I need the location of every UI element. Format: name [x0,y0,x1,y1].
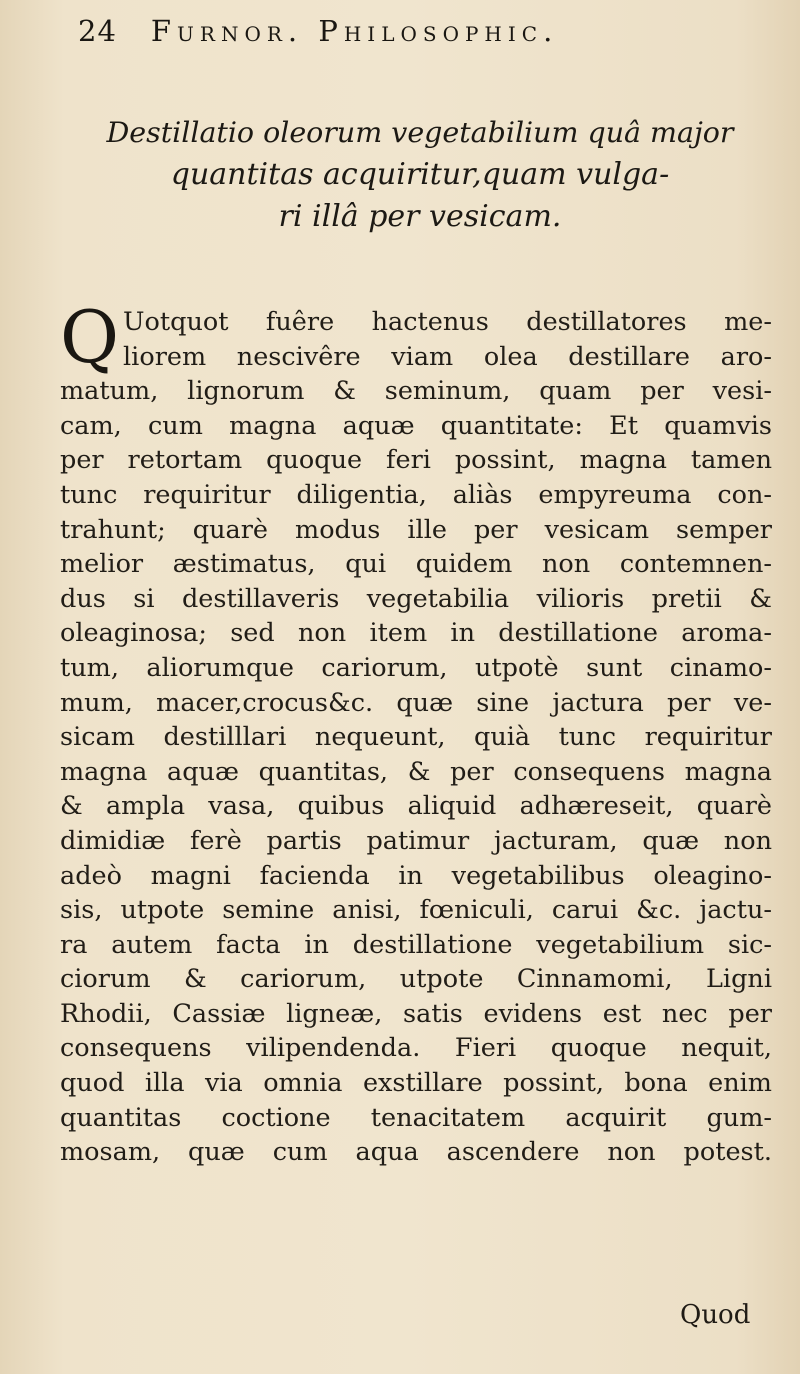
text-line: dus si destillaveris vegetabilia vilioris pretii & [60,583,772,614]
running-title: Furnor. Philosophic. [150,14,559,48]
text-line: per retortam quoque feri possint, magna tamen [60,445,772,476]
text-line: quantitas coctione tenacitatem acquirit gum- [60,1102,772,1133]
text-line: mosam, quæ cum aqua ascendere non potest. [60,1137,772,1168]
text-line: ra autem facta in destillatione vegetabilium sic- [60,929,772,960]
opening-lines [60,295,772,379]
text-line: & ampla vasa, quibus aliquid adhæreseit, quarè [60,791,772,822]
text-line: mum, macer,crocus&c. quæ sine jactura per ve- [60,687,772,718]
page-number: 24 [78,14,117,48]
drop-cap: Q [60,295,120,379]
body-paragraph [60,295,772,1170]
text-line: magna aquæ quantitas, & per consequens magna [60,756,772,787]
text-line: sicam destilllari nequeunt, quià tunc requiritur [60,722,772,753]
heading-line: ri illâ per vesicam. [278,199,562,234]
text-line: tunc requiritur diligentia, aliàs empyreuma con- [60,479,772,510]
text-line: sis, utpote semine anisi, fœniculi, carui &c. jactu- [60,895,772,926]
text-line: Rhodii, Cassiæ ligneæ, satis evidens est nec per [60,998,772,1029]
text-line: liorem nescivêre viam olea destillare aro- [123,341,772,372]
text-line: trahunt; quarè modus ille per vesicam semper [60,514,772,545]
heading-line: quantitas acquiritur,quam vulga- [170,157,670,192]
text-line: quod illa via omnia exstillare possint, bona enim [60,1068,772,1099]
text-line: ciorum & cariorum, utpote Cinnamomi, Ligni [60,964,772,995]
heading-line: Destillatio oleorum vegetabilium quâ major [106,116,734,149]
text-line: oleaginosa; sed non item in destillatione aroma- [60,618,772,649]
catchword: Quod [680,1300,751,1330]
text-line: dimidiæ ferè partis patimur jacturam, quæ non [60,825,772,856]
text-line: Uotquot fuêre hactenus destillatores me- [123,307,772,337]
text-line: melior æstimatus, qui quidem non contemnen- [60,549,772,580]
text-line: matum, lignorum & seminum, quam per vesi- [60,376,772,407]
text-line: consequens vilipendenda. Fieri quoque nequit, [60,1033,772,1064]
section-heading [100,112,740,238]
running-head [78,14,718,54]
text-line: adeò magni facienda in vegetabilibus oleagino- [60,860,772,891]
text-line: cam, cum magna aquæ quantitate: Et quamvis [60,410,772,441]
text-line: tum, aliorumque cariorum, utpotè sunt cinamo- [60,652,772,683]
